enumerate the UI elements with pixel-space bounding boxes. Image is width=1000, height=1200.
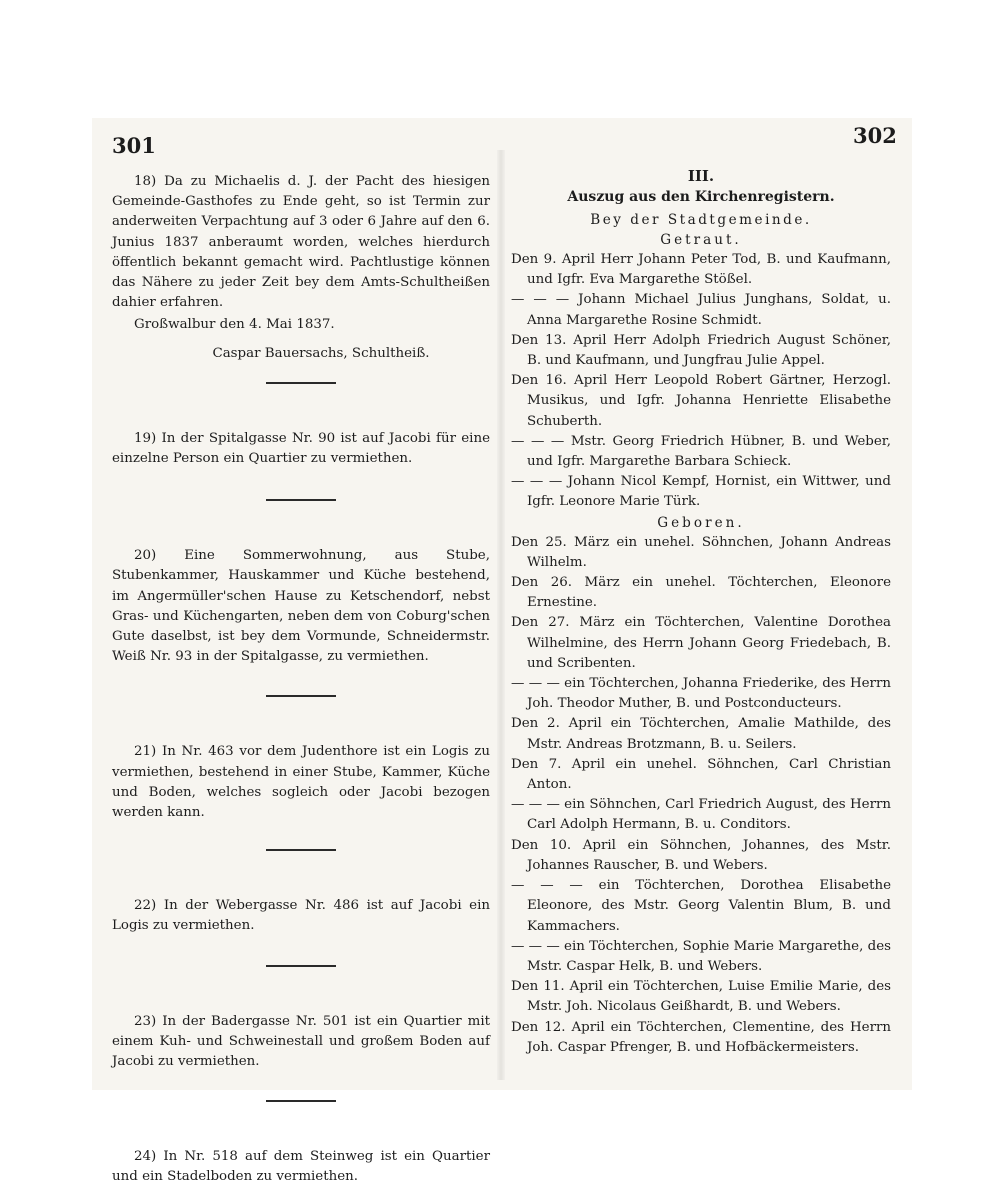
notice-21 [112, 742, 490, 823]
marriage-entry: Den 9. April Herr Johann Peter Tod, B. und Kaufmann, und Igfr. Eva Margarethe Stößel. [511, 252, 891, 288]
birth-entry: — — — ein Söhnchen, Carl Friedrich August, des Herrn Carl Adolph Hermann, B. u. Conditors. [511, 797, 891, 833]
birth-entry: Den 10. April ein Söhnchen, Johannes, des Mstr. Johannes Rauscher, B. und Webers. [511, 837, 891, 873]
marriage-entry: — — — Johann Nicol Kempf, Hornist, ein Wittwer, und Igfr. Leonore Marie Türk. [511, 474, 891, 510]
married-heading: Getraut. [660, 232, 742, 248]
notice-18 [112, 172, 490, 364]
separator-rule [266, 695, 336, 697]
page-number-left: 301 [112, 133, 156, 158]
separator-rule [266, 499, 336, 501]
notice-23-text: 23) In der Badergasse Nr. 501 ist ein Quartier mit einem Kuh- und Schweinestall und großem Boden auf Jacobi zu vermiethen. [112, 1013, 490, 1070]
section-title: Auszug aus den Kirchenregistern. [567, 189, 835, 205]
notice-22 [112, 896, 490, 936]
notice-18-place-date: Großwalbur den 4. Mai 1837. [134, 317, 335, 333]
notice-19-text: 19) In der Spitalgasse Nr. 90 ist auf Jacobi für eine einzelne Person ein Quartier zu vermiethen. [112, 430, 490, 467]
separator-rule [266, 382, 336, 384]
section-number: III. [687, 167, 715, 185]
separator-rule [266, 965, 336, 967]
birth-entry: — — — ein Töchterchen, Sophie Marie Margarethe, des Mstr. Caspar Helk, B. und Webers. [511, 938, 891, 974]
marriage-entry: — — — Johann Michael Julius Junghans, Soldat, u. Anna Margarethe Rosine Schmidt. [511, 292, 891, 328]
notice-20-text: 20) Eine Sommerwohnung, aus Stube, Stubenkammer, Hauskammer und Küche bestehend, im Angermüller'schen Hause zu Ketschendorf, nebst Gras- und Küchengarten, neben dem von Coburg'schen Gute daselbst, ist bey dem Vormunde, Schneidermstr. Weiß Nr. 93 in der Spitalgasse, zu vermiethen. [112, 548, 490, 665]
notice-18-text: 18) Da zu Michaelis d. J. der Pacht des hiesigen Gemeinde-Gasthofes zu Ende geht, so ist Termin zur anderweiten Verpachtung auf 3 oder 6 Jahre auf den 6. Junius 1837 anberaumt worden, welches hierdurch öffentlich bekannt gemacht wird. Pachtlustige können das Nähere zu jeder Zeit bey dem Amts-Schultheißen dahier erfahren. [112, 174, 490, 311]
notice-19 [112, 429, 490, 469]
marriage-entry: — — — Mstr. Georg Friedrich Hübner, B. und Weber, und Igfr. Margarethe Barbara Schieck. [511, 433, 891, 470]
birth-entry: Den 2. April ein Töchterchen, Amalie Mathilde, des Mstr. Andreas Brotzmann, B. u. Seilers. [511, 716, 891, 752]
marriage-entry: Den 13. April Herr Adolph Friedrich August Schöner, B. und Kaufmann, und Jungfrau Julie Appel. [511, 332, 891, 369]
notice-22-text: 22) In der Webergasse Nr. 486 ist auf Jacobi ein Logis zu vermiethen. [112, 898, 490, 934]
page-number-right: 302 [853, 123, 897, 148]
section-subtitle: Bey der Stadtgemeinde. [590, 212, 812, 228]
birth-entry: — — — ein Töchterchen, Johanna Friederike, des Herrn Joh. Theodor Muther, B. und Postconducteurs. [511, 676, 891, 712]
birth-entry: — — — ein Töchterchen, Dorothea Elisabethe Eleonore, des Mstr. Georg Valentin Blum, B. und Kammachers. [511, 878, 891, 934]
birth-entry: Den 11. April ein Töchterchen, Luise Emilie Marie, des Mstr. Joh. Nicolaus Geißhardt, B. und Webers. [511, 979, 891, 1015]
married-list [511, 250, 891, 513]
notice-18-signature: Caspar Bauersachs, Schultheiß. [212, 345, 430, 361]
left-column [112, 172, 490, 1188]
separator-rule [266, 1100, 336, 1102]
notice-24-text: 24) In Nr. 518 auf dem Steinweg ist ein Quartier und ein Stadelboden zu vermiethen. [112, 1149, 490, 1185]
birth-entry: Den 27. März ein Töchterchen, Valentine Dorothea Wilhelmine, des Herrn Johann Georg Friedebach, B. und Scribenten. [511, 615, 891, 671]
born-heading: Geboren. [657, 514, 745, 531]
notice-23 [112, 1012, 490, 1073]
separator-rule [266, 849, 336, 851]
right-column [511, 166, 891, 1058]
born-list [511, 533, 891, 1058]
book-gutter [497, 150, 505, 1080]
notice-21-text: 21) In Nr. 463 vor dem Judenthore ist ein Logis zu vermiethen, bestehend in einer Stube, Kammer, Küche und Boden, welches sogleich oder Jacobi bezogen werden kann. [112, 744, 490, 821]
birth-entry: Den 26. März ein unehel. Töchterchen, Eleonore Ernestine. [511, 575, 891, 611]
birth-entry: Den 7. April ein unehel. Söhnchen, Carl Christian Anton. [511, 756, 891, 793]
birth-entry: Den 25. März ein unehel. Söhnchen, Johann Andreas Wilhelm. [511, 534, 891, 570]
marriage-entry: Den 16. April Herr Leopold Robert Gärtner, Herzogl. Musikus, und Igfr. Johanna Henriette Elisabethe Schuberth. [511, 373, 891, 429]
notice-20 [112, 546, 490, 667]
notice-24 [112, 1147, 490, 1187]
birth-entry: Den 12. April ein Töchterchen, Clementine, des Herrn Joh. Caspar Pfrenger, B. und Hofbäckermeisters. [511, 1019, 891, 1055]
